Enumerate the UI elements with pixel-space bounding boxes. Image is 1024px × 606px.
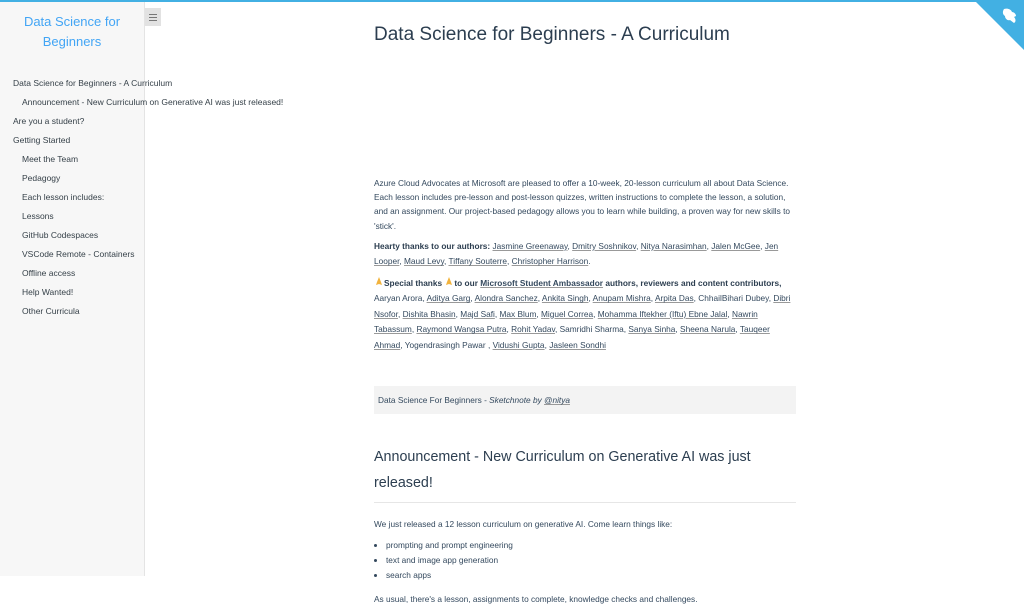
contributor-link[interactable]: Arpita Das — [654, 293, 694, 304]
sidebar-nav — [0, 74, 284, 321]
contributor-link[interactable]: Aditya Garg — [426, 293, 471, 304]
hamburger-icon-line — [149, 17, 157, 18]
contributor-name: Aaryan Arora — [374, 293, 423, 304]
sidebar-item[interactable]: Each lesson includes: — [22, 192, 105, 202]
hamburger-icon — [149, 14, 157, 15]
contributor-link[interactable]: Nawrin Tabassum — [374, 308, 758, 335]
contributor-name: Yogendrasingh Pawar — [404, 339, 488, 350]
intro-paragraph: Azure Cloud Advocates at Microsoft are pleased to offer a 10-week, 20-lesson curriculum all about Data Science. Each lesson includes pre-lesson and post-lesson quizzes, written instructions to complete the lesson, a solution, and an assignment. Our project-based pedagogy allows you to learn while building, a proven way for new skills to 'stick'. — [374, 178, 790, 231]
sidebar-item[interactable]: Other Curricula — [22, 306, 80, 316]
contributor-link[interactable]: Anupam Mishra — [592, 293, 651, 304]
contributor-link[interactable]: Alondra Sanchez — [474, 293, 538, 304]
sidebar-item[interactable]: GitHub Codespaces — [22, 230, 99, 240]
contributor-link[interactable]: Sheena Narula — [680, 324, 736, 335]
authors-lead: Hearty thanks to our authors: — [374, 240, 491, 251]
feature-list — [374, 538, 796, 582]
author-link[interactable]: Maud Levy — [404, 256, 444, 267]
special-thanks-paragraph — [374, 276, 796, 354]
author-link[interactable]: Christopher Harrison — [511, 256, 589, 267]
contributor-name: Samridhi Sharma — [559, 324, 624, 335]
feature-item: • prompting and prompt engineering — [386, 538, 796, 553]
author-link[interactable]: Dmitry Soshnikov — [572, 240, 637, 251]
sidebar-item[interactable]: Are you a student? — [13, 116, 85, 126]
feature-item: • search apps — [386, 568, 796, 583]
sidebar-item[interactable]: Announcement - New Curriculum on Generative AI was just released! — [22, 97, 284, 107]
contributors-list: Aaryan Arora, Aditya Garg, Alondra Sanchez, Ankita Singh, Anupam Mishra, Arpita Das, ChhailBihari Dubey, Dibri Nsofor, Dishita Bhasin, Majd Safi, Max Blum, Miguel Correa, Mohamma Iftekher (Iftu) Ebne Jalal, Nawrin Tabassum, Raymond Wangsa Putra, Rohit Yadav, Samridhi Sharma, Sanya Sinha, Sheena Narula, Tauqeer Ahmad, Yogendrasingh Pawar , Vidushi Gupta, Jasleen Sondhi — [374, 293, 791, 350]
caption-author-link[interactable]: @nitya — [544, 395, 570, 406]
contributor-link[interactable]: Miguel Correa — [541, 308, 594, 319]
special-lead: Special thanks — [384, 277, 443, 288]
contributor-link[interactable]: Jasleen Sondhi — [549, 339, 606, 350]
hamburger-icon-line — [149, 20, 157, 21]
sidebar-item[interactable]: Data Science for Beginners - A Curriculum — [13, 78, 173, 88]
announcement-heading: Announcement - New Curriculum on Generative AI was just released! — [374, 444, 796, 503]
folded-hands-icon — [444, 276, 454, 286]
contributor-link[interactable]: Tauqeer Ahmad — [374, 324, 770, 350]
sidebar-item[interactable]: Help Wanted! — [22, 287, 74, 297]
contributor-link[interactable]: Majd Safi — [460, 308, 495, 319]
special-tail: authors, reviewers and content contributors, — [605, 277, 782, 288]
page-title: Data Science for Beginners - A Curriculum — [374, 24, 730, 45]
sketchnote-caption — [374, 386, 796, 414]
github-corner-icon[interactable] — [974, 0, 1024, 50]
contributor-link[interactable]: Dishita Bhasin — [402, 308, 456, 319]
contributor-name: ChhailBihari Dubey — [698, 293, 769, 304]
announcement-paragraph: We just released a 12 lesson curriculum on generative AI. Come learn things like: — [374, 519, 673, 530]
sidebar-item[interactable]: Pedagogy — [22, 173, 61, 183]
contributor-link[interactable]: Mohamma Iftekher (Iftu) Ebne Jalal — [597, 308, 728, 319]
authors-list: Jasmine Greenaway, Dmitry Soshnikov, Nitya Narasimhan, Jalen McGee, Jen Looper, Maud Levy, Tiffany Souterre, Christopher Harrison. — [374, 240, 779, 267]
sidebar-toggle-button[interactable] — [145, 8, 161, 26]
contributor-link[interactable]: Rohit Yadav — [511, 324, 555, 335]
main-content — [374, 0, 796, 606]
special-mid: to our — [454, 277, 478, 288]
authors-paragraph — [374, 239, 796, 270]
author-link[interactable]: Tiffany Souterre — [448, 256, 508, 267]
app-name-link[interactable]: Data Science for Beginners — [23, 14, 121, 49]
sidebar-item[interactable]: Offline access — [22, 268, 76, 278]
author-link[interactable]: Jen Looper — [374, 240, 779, 267]
sidebar-item[interactable]: Getting Started — [13, 135, 71, 145]
sidebar-item[interactable]: VSCode Remote - Containers — [22, 249, 135, 259]
student-ambassador-link[interactable]: Microsoft Student Ambassador — [480, 277, 604, 288]
contributor-link[interactable]: Sanya Sinha — [628, 324, 676, 335]
sidebar-item[interactable]: Meet the Team — [22, 154, 79, 164]
caption-italic: Sketchnote by — [489, 395, 545, 406]
sidebar — [0, 2, 284, 576]
closing-paragraph: As usual, there's a lesson, assignments to complete, knowledge checks and challenges. — [374, 594, 698, 605]
author-link[interactable]: Jalen McGee — [711, 240, 761, 251]
contributor-link[interactable]: Raymond Wangsa Putra — [416, 324, 507, 335]
author-link[interactable]: Nitya Narasimhan — [640, 240, 707, 251]
caption-text: Data Science For Beginners - — [378, 395, 490, 406]
contributor-link[interactable]: Dibri Nsofor — [374, 293, 791, 319]
contributor-link[interactable]: Ankita Singh — [541, 293, 589, 304]
contributor-link[interactable]: Max Blum — [499, 308, 537, 319]
author-link[interactable]: Jasmine Greenaway — [492, 240, 568, 251]
feature-item: • text and image app generation — [386, 553, 796, 568]
sidebar-item[interactable]: Lessons — [22, 211, 54, 221]
contributor-link[interactable]: Vidushi Gupta — [492, 339, 545, 350]
folded-hands-icon — [374, 276, 384, 286]
